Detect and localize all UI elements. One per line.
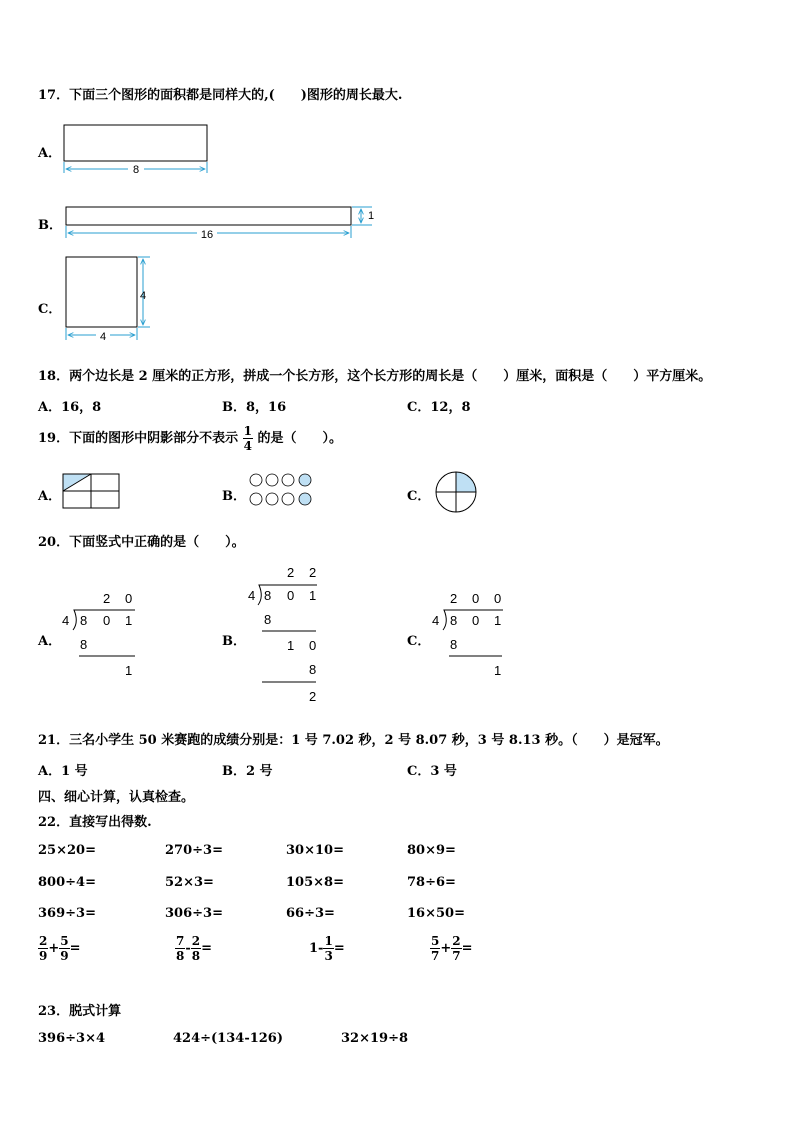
q22-f1-b-num: 2 <box>191 934 201 948</box>
q22-stem: 22．直接写出得数. <box>38 815 152 830</box>
q17-figures <box>0 0 794 360</box>
q22-r0-c3: 80×9= <box>407 843 456 858</box>
div-c-q2: 0 <box>494 591 502 606</box>
q17-option-b: B． <box>38 218 62 233</box>
div-a-remainder: 1 <box>125 663 133 678</box>
q22-r0-c1: 270÷3= <box>165 843 223 858</box>
q22-f1-b-den: 8 <box>191 949 201 963</box>
q22-f0-eq: = <box>69 941 81 956</box>
q17-option-c: C． <box>38 302 62 317</box>
q17-option-a: A． <box>38 146 62 161</box>
div-b-q0: 2 <box>287 565 295 580</box>
q22-f3-a-den: 7 <box>431 949 440 963</box>
q22-r1-c1: 52×3= <box>165 875 214 890</box>
q19-stem-pre: 19．下面的图形中阴影部分不表示 <box>38 431 239 446</box>
q20-option-a: A． <box>38 634 62 649</box>
q22-frac-2 <box>309 932 345 966</box>
q23-stem: 23．脱式计算 <box>38 1004 122 1019</box>
div-a-d1: 0 <box>103 613 111 628</box>
div-a-step1: 8 <box>80 637 88 652</box>
q19-stem-post: 的是（ ）。 <box>257 431 343 446</box>
q22-f1-eq: = <box>201 941 213 956</box>
q22-r0-c0: 25×20= <box>38 843 96 858</box>
q22-f2-pre: 1- <box>309 941 324 956</box>
q22-f3-eq: = <box>461 941 473 956</box>
q22-r2-c0: 369÷3= <box>38 906 96 921</box>
rect-b <box>66 207 351 225</box>
q19-frac-num: 1 <box>243 424 252 438</box>
dim-label-c-height: 4 <box>140 290 147 302</box>
q19-figure-c <box>436 472 476 512</box>
div-b-d0: 8 <box>264 588 272 603</box>
q22-frac-1 <box>175 932 212 966</box>
q19-option-a: A． <box>38 489 62 504</box>
div-c-d0: 8 <box>450 613 458 628</box>
q22-f3-op: + <box>440 941 452 956</box>
div-b-step3: 8 <box>309 662 317 677</box>
q22-f1-a-den: 8 <box>176 949 185 963</box>
div-c-remainder: 1 <box>494 663 502 678</box>
q20-stem: 20．下面竖式中正确的是（ ）。 <box>38 535 245 550</box>
q22-f0-a-den: 9 <box>39 949 48 963</box>
q22-r1-c3: 78÷6= <box>407 875 456 890</box>
q22-r2-c2: 66÷3= <box>286 906 335 921</box>
q22-f0-b-den: 9 <box>60 949 69 963</box>
div-b-q1: 2 <box>309 565 317 580</box>
div-a-d0: 8 <box>80 613 88 628</box>
q22-frac-0 <box>38 932 81 966</box>
q22-r2-c3: 16×50= <box>407 906 465 921</box>
q17-stem: 17．下面三个图形的面积都是同样大的,( )图形的周长最大. <box>38 88 403 103</box>
q22-f2-b-num: 1 <box>324 934 333 948</box>
rect-a <box>64 125 207 161</box>
q18-option-c: C．12，8 <box>407 400 471 415</box>
q22-f1-op: - <box>185 941 191 956</box>
q20-division-lines <box>0 560 794 710</box>
q23-item-1: 424÷(134-126) <box>173 1031 283 1046</box>
dim-label-b-height: 1 <box>368 210 375 222</box>
div-a-q1: 0 <box>125 591 133 606</box>
rect-c <box>66 257 137 327</box>
q22-f3-b-den: 7 <box>452 949 461 963</box>
div-a-q0: 2 <box>103 591 111 606</box>
dim-label-c-width: 4 <box>99 331 107 343</box>
div-a-divisor: 4 <box>62 613 70 628</box>
q21-option-b: B．2 号 <box>222 764 273 779</box>
q22-f3-a-num: 5 <box>431 934 440 948</box>
q19-figure-a <box>63 474 119 508</box>
dim-label-b-length: 16 <box>200 229 214 241</box>
q19-option-c: C． <box>407 489 431 504</box>
div-c-q1: 0 <box>472 591 480 606</box>
q18-option-a: A．16，8 <box>38 400 102 415</box>
q22-f0-op: + <box>48 941 60 956</box>
section-heading: 四、细心计算，认真检查。 <box>38 790 195 805</box>
div-b-d2: 1 <box>309 588 317 603</box>
div-c-q0: 2 <box>450 591 458 606</box>
q22-f1-a-num: 7 <box>176 934 185 948</box>
div-b-d1: 0 <box>287 588 295 603</box>
div-b-step2-1: 0 <box>309 638 317 653</box>
q20-option-b: B． <box>222 634 246 649</box>
q19-frac-den: 4 <box>243 439 252 453</box>
q19-figures <box>0 460 794 530</box>
q22-f2-b-den: 3 <box>324 949 333 963</box>
q23-item-2: 32×19÷8 <box>341 1031 409 1046</box>
q18-stem: 18．两个边长是 2 厘米的正方形，拼成一个长方形，这个长方形的周长是（ ）厘米，面积是（ ）平方厘米。 <box>38 369 712 384</box>
div-a-d2: 1 <box>125 613 133 628</box>
div-b-step2-0: 1 <box>287 638 295 653</box>
q19-figure-b <box>250 474 311 505</box>
div-b-remainder: 2 <box>309 689 317 704</box>
div-c-d1: 0 <box>472 613 480 628</box>
q18-option-b: B．8，16 <box>222 400 287 415</box>
div-b-step1: 8 <box>264 612 272 627</box>
q22-frac-3 <box>430 932 473 966</box>
q19-fraction <box>243 424 253 453</box>
q21-stem: 21．三名小学生 50 米赛跑的成绩分别是：1 号 7.02 秒，2 号 8.07 秒，3 号 8.13 秒。（ ）是冠军。 <box>38 733 669 748</box>
q23-item-0: 396÷3×4 <box>38 1031 106 1046</box>
q22-f2-eq: = <box>333 941 345 956</box>
div-c-divisor: 4 <box>432 613 440 628</box>
q22-f3-b-num: 2 <box>452 934 461 948</box>
q20-option-c: C． <box>407 634 431 649</box>
div-c-step1: 8 <box>450 637 458 652</box>
q22-r2-c1: 306÷3= <box>165 906 223 921</box>
div-b-divisor: 4 <box>248 588 256 603</box>
q22-r1-c2: 105×8= <box>286 875 344 890</box>
q19-stem <box>38 421 342 457</box>
q22-r1-c0: 800÷4= <box>38 875 96 890</box>
div-c-d2: 1 <box>494 613 502 628</box>
q22-f0-a-num: 2 <box>39 934 48 948</box>
q21-option-a: A．1 号 <box>38 764 88 779</box>
q22-f0-b-num: 5 <box>60 934 69 948</box>
q21-option-c: C．3 号 <box>407 764 457 779</box>
q22-r0-c2: 30×10= <box>286 843 344 858</box>
dim-label-a: 8 <box>132 164 140 176</box>
q19-option-b: B． <box>222 489 246 504</box>
